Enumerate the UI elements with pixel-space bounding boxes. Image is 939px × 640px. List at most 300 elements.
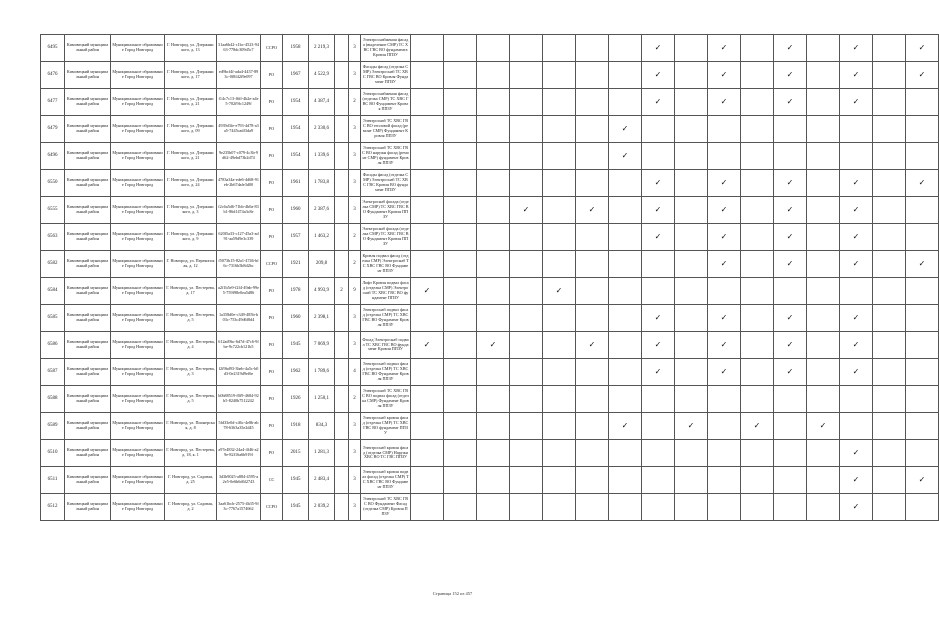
year-cell: 1978 — [283, 278, 309, 305]
empty-check-cell — [741, 89, 774, 116]
works-cell: Электроснаб ТС ХВС ГВС ВО тепловой фасад (ремонт СМР) Фундамент Кровля ППЗУ — [361, 116, 411, 143]
district-cell: Кимовецкий муниципальный район — [65, 143, 111, 170]
municipality-cell: Муниципальное образование Город Новгород — [111, 224, 165, 251]
empty-check-cell — [741, 35, 774, 62]
type-cell: РО — [261, 386, 283, 413]
empty-check-cell — [543, 89, 576, 116]
empty-check-cell — [741, 332, 774, 359]
empty-check-cell — [642, 143, 675, 170]
guid-cell: 31aa6b42-c1bc-4523-9463-778dc309d5c7 — [217, 35, 261, 62]
floors-cell: 3 — [349, 62, 361, 89]
elevators-cell — [335, 170, 349, 197]
empty-check-cell — [675, 467, 708, 494]
type-cell: ССРО — [261, 494, 283, 521]
guid-cell: 620f5a33-c127-45a3-ad91-aa59d9e3c339 — [217, 224, 261, 251]
check-mark-icon: ✓ — [840, 170, 873, 197]
empty-check-cell — [708, 494, 741, 521]
empty-check-cell — [609, 440, 642, 467]
district-cell: Кимовецкий муниципальный район — [65, 224, 111, 251]
table-row — [41, 386, 939, 413]
empty-check-cell — [708, 116, 741, 143]
check-mark-icon: ✓ — [840, 224, 873, 251]
empty-check-cell — [543, 386, 576, 413]
empty-check-cell — [510, 143, 543, 170]
works-cell: Фасады фасад (отделка СМР) Электроснаб ТС ХВС ГВС ВО Кровля Фундамент ППЗУ — [361, 62, 411, 89]
empty-check-cell — [642, 467, 675, 494]
district-cell: Кимовецкий муниципальный район — [65, 89, 111, 116]
empty-check-cell — [675, 89, 708, 116]
type-cell: РО — [261, 62, 283, 89]
empty-check-cell — [477, 305, 510, 332]
empty-check-cell — [906, 89, 939, 116]
check-mark-icon: ✓ — [609, 116, 642, 143]
year-cell: 1960 — [283, 305, 309, 332]
check-mark-icon: ✓ — [774, 170, 807, 197]
empty-check-cell — [873, 494, 906, 521]
empty-check-cell — [873, 89, 906, 116]
row-id: 6510 — [41, 440, 65, 467]
floors-cell: 2 — [349, 89, 361, 116]
empty-check-cell — [741, 467, 774, 494]
empty-check-cell — [477, 386, 510, 413]
check-mark-icon: ✓ — [774, 62, 807, 89]
row-id: 6477 — [41, 89, 65, 116]
empty-check-cell — [576, 467, 609, 494]
row-id: 6563 — [41, 224, 65, 251]
district-cell: Кимовецкий муниципальный район — [65, 413, 111, 440]
check-mark-icon: ✓ — [708, 89, 741, 116]
year-cell: 1954 — [283, 89, 309, 116]
row-id: 6476 — [41, 62, 65, 89]
address-cell: Г. Новгород, ул. Перекопская, д. 12 — [165, 251, 217, 278]
empty-check-cell — [807, 62, 840, 89]
empty-check-cell — [741, 224, 774, 251]
empty-check-cell — [609, 278, 642, 305]
table-row — [41, 413, 939, 440]
empty-check-cell — [906, 413, 939, 440]
empty-check-cell — [411, 386, 444, 413]
empty-check-cell — [543, 251, 576, 278]
empty-check-cell — [741, 386, 774, 413]
empty-check-cell — [906, 116, 939, 143]
address-cell: Г. Новгород, ул. Пионерская, д. 8 — [165, 413, 217, 440]
type-cell: ССРО — [261, 251, 283, 278]
empty-check-cell — [477, 62, 510, 89]
floors-cell: 3 — [349, 305, 361, 332]
empty-check-cell — [840, 143, 873, 170]
empty-check-cell — [411, 62, 444, 89]
guid-cell: 9e235b07-c079-4c3b-9d62-49ebd73b2d74 — [217, 143, 261, 170]
empty-check-cell — [543, 413, 576, 440]
empty-check-cell — [477, 89, 510, 116]
check-mark-icon: ✓ — [774, 224, 807, 251]
empty-check-cell — [411, 224, 444, 251]
empty-check-cell — [543, 62, 576, 89]
empty-check-cell — [873, 305, 906, 332]
empty-check-cell — [675, 143, 708, 170]
table-row — [41, 116, 939, 143]
area-cell: 2 398,1 — [309, 305, 335, 332]
table-row — [41, 170, 939, 197]
empty-check-cell — [576, 35, 609, 62]
empty-check-cell — [510, 440, 543, 467]
empty-check-cell — [840, 278, 873, 305]
check-mark-icon: ✓ — [708, 305, 741, 332]
row-id: 6587 — [41, 359, 65, 386]
guid-cell: b0b88519-f0f9-4684-92b5-8240b7512242 — [217, 386, 261, 413]
empty-check-cell — [642, 386, 675, 413]
empty-check-cell — [444, 386, 477, 413]
floors-cell: 2 — [349, 386, 361, 413]
check-mark-icon: ✓ — [840, 197, 873, 224]
area-cell: 1 783,8 — [309, 170, 335, 197]
check-mark-icon: ✓ — [906, 35, 939, 62]
empty-check-cell — [741, 494, 774, 521]
district-cell: Кимовецкий муниципальный район — [65, 116, 111, 143]
empty-check-cell — [510, 278, 543, 305]
empty-check-cell — [510, 62, 543, 89]
guid-cell: 5fd33e0d-c46c-4e8b-ab78-6363a35e2d45 — [217, 413, 261, 440]
check-mark-icon: ✓ — [708, 197, 741, 224]
empty-check-cell — [807, 359, 840, 386]
guid-cell: a97e4832-24a4-4f46-a29e-82f16a6b919f — [217, 440, 261, 467]
area-cell: 2 330,6 — [309, 116, 335, 143]
municipality-cell: Муниципальное образование Город Новгород — [111, 197, 165, 224]
empty-check-cell — [906, 143, 939, 170]
check-mark-icon: ✓ — [840, 35, 873, 62]
empty-check-cell — [543, 494, 576, 521]
empty-check-cell — [642, 413, 675, 440]
empty-check-cell — [708, 386, 741, 413]
address-cell: Г. Новгород, ул. Пестерева, д. 5 — [165, 305, 217, 332]
empty-check-cell — [543, 440, 576, 467]
row-id: 6496 — [41, 143, 65, 170]
works-cell: Электроснаб кровля подвал фасад (отделка СМР) ТС ХВС ГВС ВО Фундамент ППЗУ — [361, 467, 411, 494]
empty-check-cell — [873, 278, 906, 305]
empty-check-cell — [411, 251, 444, 278]
empty-check-cell — [807, 386, 840, 413]
empty-check-cell — [807, 305, 840, 332]
empty-check-cell — [840, 413, 873, 440]
empty-check-cell — [576, 143, 609, 170]
empty-check-cell — [675, 251, 708, 278]
check-mark-icon: ✓ — [642, 170, 675, 197]
empty-check-cell — [873, 170, 906, 197]
empty-check-cell — [807, 494, 840, 521]
empty-check-cell — [741, 440, 774, 467]
table-row — [41, 332, 939, 359]
year-cell: 1961 — [283, 170, 309, 197]
empty-check-cell — [675, 305, 708, 332]
area-cell: 2 039,2 — [309, 494, 335, 521]
works-cell: Электроснаб кровля фасад (отделка СМР) ТС ХВС ГВС ВО фундамент ППЗУ — [361, 413, 411, 440]
table-row — [41, 467, 939, 494]
floors-cell: 3 — [349, 197, 361, 224]
empty-check-cell — [444, 143, 477, 170]
empty-check-cell — [609, 494, 642, 521]
empty-check-cell — [873, 197, 906, 224]
empty-check-cell — [411, 413, 444, 440]
year-cell: 1962 — [283, 359, 309, 386]
empty-check-cell — [609, 35, 642, 62]
empty-check-cell — [576, 62, 609, 89]
empty-check-cell — [477, 278, 510, 305]
empty-check-cell — [675, 332, 708, 359]
check-mark-icon: ✓ — [642, 197, 675, 224]
row-id: 6511 — [41, 467, 65, 494]
year-cell: 1954 — [283, 116, 309, 143]
works-cell: Электроснаб ТС ХВС ГВС ВО наружн фасад (ремонт СМР) фундамент Кровля ППЗУ — [361, 143, 411, 170]
check-mark-icon: ✓ — [411, 278, 444, 305]
type-cell: РО — [261, 197, 283, 224]
address-cell: Г. Новгород, ул. Дзержинского, д. 21 — [165, 143, 217, 170]
empty-check-cell — [642, 116, 675, 143]
empty-check-cell — [444, 116, 477, 143]
row-id: 6495 — [41, 35, 65, 62]
empty-check-cell — [411, 89, 444, 116]
empty-check-cell — [510, 413, 543, 440]
empty-check-cell — [576, 251, 609, 278]
guid-cell: f5073b15-82a1-4746-bf6c-7316b5b8d2bc — [217, 251, 261, 278]
empty-check-cell — [807, 251, 840, 278]
check-mark-icon: ✓ — [609, 143, 642, 170]
address-cell: Г. Новгород, ул. Дзержинского, д. 17 — [165, 62, 217, 89]
check-mark-icon: ✓ — [708, 251, 741, 278]
empty-check-cell — [642, 440, 675, 467]
year-cell: 2015 — [283, 440, 309, 467]
type-cell: ССРО — [261, 35, 283, 62]
elevators-cell — [335, 251, 349, 278]
empty-check-cell — [741, 62, 774, 89]
check-mark-icon: ✓ — [642, 35, 675, 62]
empty-check-cell — [576, 305, 609, 332]
empty-check-cell — [543, 332, 576, 359]
empty-check-cell — [477, 35, 510, 62]
floors-cell: 9 — [349, 278, 361, 305]
elevators-cell — [335, 386, 349, 413]
empty-check-cell — [807, 224, 840, 251]
municipality-cell: Муниципальное образование Город Новгород — [111, 251, 165, 278]
empty-check-cell — [510, 116, 543, 143]
table-row — [41, 440, 939, 467]
address-cell: Г. Новгород, ул. Садовая, д. 25 — [165, 467, 217, 494]
empty-check-cell — [477, 467, 510, 494]
check-mark-icon: ✓ — [708, 332, 741, 359]
empty-check-cell — [774, 467, 807, 494]
empty-check-cell — [411, 197, 444, 224]
empty-check-cell — [642, 494, 675, 521]
empty-check-cell — [444, 62, 477, 89]
row-id: 6586 — [41, 332, 65, 359]
district-cell: Кимовецкий муниципальный район — [65, 467, 111, 494]
empty-check-cell — [411, 494, 444, 521]
empty-check-cell — [609, 386, 642, 413]
works-cell: Электроснаб фасада (отделка СМР) ТС ХВС ГВС ВО Фундамент Кровля ППЗУ — [361, 197, 411, 224]
empty-check-cell — [411, 359, 444, 386]
municipality-cell: Муниципальное образование Город Новгород — [111, 359, 165, 386]
empty-check-cell — [444, 332, 477, 359]
address-cell: Г. Новгород, ул. Дзержинского, д. 3 — [165, 197, 217, 224]
empty-check-cell — [741, 251, 774, 278]
check-mark-icon: ✓ — [840, 332, 873, 359]
district-cell: Кимовецкий муниципальный район — [65, 251, 111, 278]
type-cell: РО — [261, 305, 283, 332]
empty-check-cell — [543, 170, 576, 197]
area-cell: 1 281,3 — [309, 440, 335, 467]
works-cell: Фасады фасад (отделка СМР) Электроснаб ТС ХВС ГВС Кровля ВО фундамент ППЗУ — [361, 170, 411, 197]
empty-check-cell — [906, 386, 939, 413]
empty-check-cell — [906, 494, 939, 521]
empty-check-cell — [873, 224, 906, 251]
empty-check-cell — [576, 170, 609, 197]
empty-check-cell — [873, 359, 906, 386]
type-cell: РО — [261, 278, 283, 305]
empty-check-cell — [642, 278, 675, 305]
elevators-cell — [335, 332, 349, 359]
floors-cell: 3 — [349, 35, 361, 62]
guid-cell: ed9bcf4f-ada4-4437-893c-0f8f42f9e097 — [217, 62, 261, 89]
area-cell: 1 250,1 — [309, 386, 335, 413]
empty-check-cell — [807, 170, 840, 197]
district-cell: Кимовецкий муниципальный район — [65, 197, 111, 224]
empty-check-cell — [543, 143, 576, 170]
empty-check-cell — [444, 89, 477, 116]
empty-check-cell — [708, 467, 741, 494]
check-mark-icon: ✓ — [774, 305, 807, 332]
empty-check-cell — [510, 251, 543, 278]
empty-check-cell — [444, 278, 477, 305]
address-cell: Г. Новгород, ул. Дзержинского, д. 21 — [165, 89, 217, 116]
empty-check-cell — [411, 116, 444, 143]
municipality-cell: Муниципальное образование Город Новгород — [111, 35, 165, 62]
empty-check-cell — [444, 440, 477, 467]
empty-check-cell — [444, 197, 477, 224]
check-mark-icon: ✓ — [510, 197, 543, 224]
empty-check-cell — [774, 116, 807, 143]
works-cell: Электроснаб подвал фасад (отделка СМР) ТС ХВС ГВС ВО Фундамент Кровля ППЗУ — [361, 359, 411, 386]
empty-check-cell — [543, 224, 576, 251]
works-cell: Электроснаб ТС ХВС ГВС ВО Фундамент Фасад (отделка СМР) Кровля ППЗУ — [361, 494, 411, 521]
empty-check-cell — [477, 170, 510, 197]
empty-check-cell — [444, 359, 477, 386]
check-mark-icon: ✓ — [840, 494, 873, 521]
municipality-cell: Муниципальное образование Город Новгород — [111, 143, 165, 170]
area-cell: 1 789,6 — [309, 359, 335, 386]
municipality-cell: Муниципальное образование Город Новгород — [111, 467, 165, 494]
empty-check-cell — [774, 413, 807, 440]
area-cell: 7 069,9 — [309, 332, 335, 359]
empty-check-cell — [906, 278, 939, 305]
empty-check-cell — [444, 35, 477, 62]
check-mark-icon: ✓ — [774, 251, 807, 278]
empty-check-cell — [576, 494, 609, 521]
guid-cell: f2f9bd93-3beb-4a5c-b0d3-0e2319d9ef6e — [217, 359, 261, 386]
table-row — [41, 359, 939, 386]
empty-check-cell — [906, 440, 939, 467]
empty-check-cell — [774, 494, 807, 521]
area-cell: 4 522,9 — [309, 62, 335, 89]
page-footer: Страница 152 из 457 — [432, 591, 473, 596]
empty-check-cell — [840, 116, 873, 143]
floors-cell: 3 — [349, 494, 361, 521]
empty-check-cell — [510, 305, 543, 332]
works-cell: Фасад Электроснаб подвал ТС ХВС ГВС ВО фундамент Кровля ППЗУ — [361, 332, 411, 359]
row-id: 6588 — [41, 386, 65, 413]
check-mark-icon: ✓ — [675, 413, 708, 440]
floors-cell: 2 — [349, 251, 361, 278]
year-cell: 1926 — [283, 386, 309, 413]
empty-check-cell — [906, 305, 939, 332]
empty-check-cell — [444, 170, 477, 197]
floors-cell: 3 — [349, 440, 361, 467]
guid-cell: 4783a34a-ede6-4d68-91eb-2b67dafe3d00 — [217, 170, 261, 197]
area-cell: 2 387,6 — [309, 197, 335, 224]
empty-check-cell — [609, 170, 642, 197]
empty-check-cell — [675, 62, 708, 89]
elevators-cell — [335, 413, 349, 440]
empty-check-cell — [477, 197, 510, 224]
empty-check-cell — [741, 278, 774, 305]
check-mark-icon: ✓ — [840, 89, 873, 116]
year-cell: 1918 — [283, 413, 309, 440]
empty-check-cell — [675, 116, 708, 143]
check-mark-icon: ✓ — [840, 467, 873, 494]
area-cell: 834,3 — [309, 413, 335, 440]
type-cell: РО — [261, 224, 283, 251]
type-cell: СС — [261, 467, 283, 494]
empty-check-cell — [873, 143, 906, 170]
district-cell: Кимовецкий муниципальный район — [65, 332, 111, 359]
check-mark-icon: ✓ — [642, 359, 675, 386]
empty-check-cell — [510, 224, 543, 251]
check-mark-icon: ✓ — [774, 89, 807, 116]
empty-check-cell — [411, 440, 444, 467]
empty-check-cell — [609, 251, 642, 278]
empty-check-cell — [906, 224, 939, 251]
empty-check-cell — [807, 116, 840, 143]
municipality-cell: Муниципальное образование Город Новгород — [111, 305, 165, 332]
check-mark-icon: ✓ — [642, 224, 675, 251]
year-cell: 1921 — [283, 251, 309, 278]
empty-check-cell — [576, 413, 609, 440]
empty-check-cell — [675, 197, 708, 224]
check-mark-icon: ✓ — [906, 467, 939, 494]
elevators-cell — [335, 116, 349, 143]
check-mark-icon: ✓ — [708, 224, 741, 251]
empty-check-cell — [840, 386, 873, 413]
empty-check-cell — [675, 386, 708, 413]
municipality-cell: Муниципальное образование Город Новгород — [111, 440, 165, 467]
empty-check-cell — [576, 116, 609, 143]
check-mark-icon: ✓ — [642, 62, 675, 89]
area-cell: 2 483,4 — [309, 467, 335, 494]
elevators-cell — [335, 35, 349, 62]
table-row — [41, 35, 939, 62]
district-cell: Кимовецкий муниципальный район — [65, 386, 111, 413]
area-cell: 1 339,6 — [309, 143, 335, 170]
empty-check-cell — [774, 386, 807, 413]
table-row — [41, 224, 939, 251]
district-cell: Кимовецкий муниципальный район — [65, 35, 111, 62]
empty-check-cell — [609, 359, 642, 386]
type-cell: РО — [261, 170, 283, 197]
address-cell: Г. Новгород, ул. Пестерева, д. 4 — [165, 332, 217, 359]
elevators-cell — [335, 62, 349, 89]
empty-check-cell — [477, 116, 510, 143]
empty-check-cell — [609, 62, 642, 89]
area-cell: 4 387,4 — [309, 89, 335, 116]
empty-check-cell — [807, 332, 840, 359]
